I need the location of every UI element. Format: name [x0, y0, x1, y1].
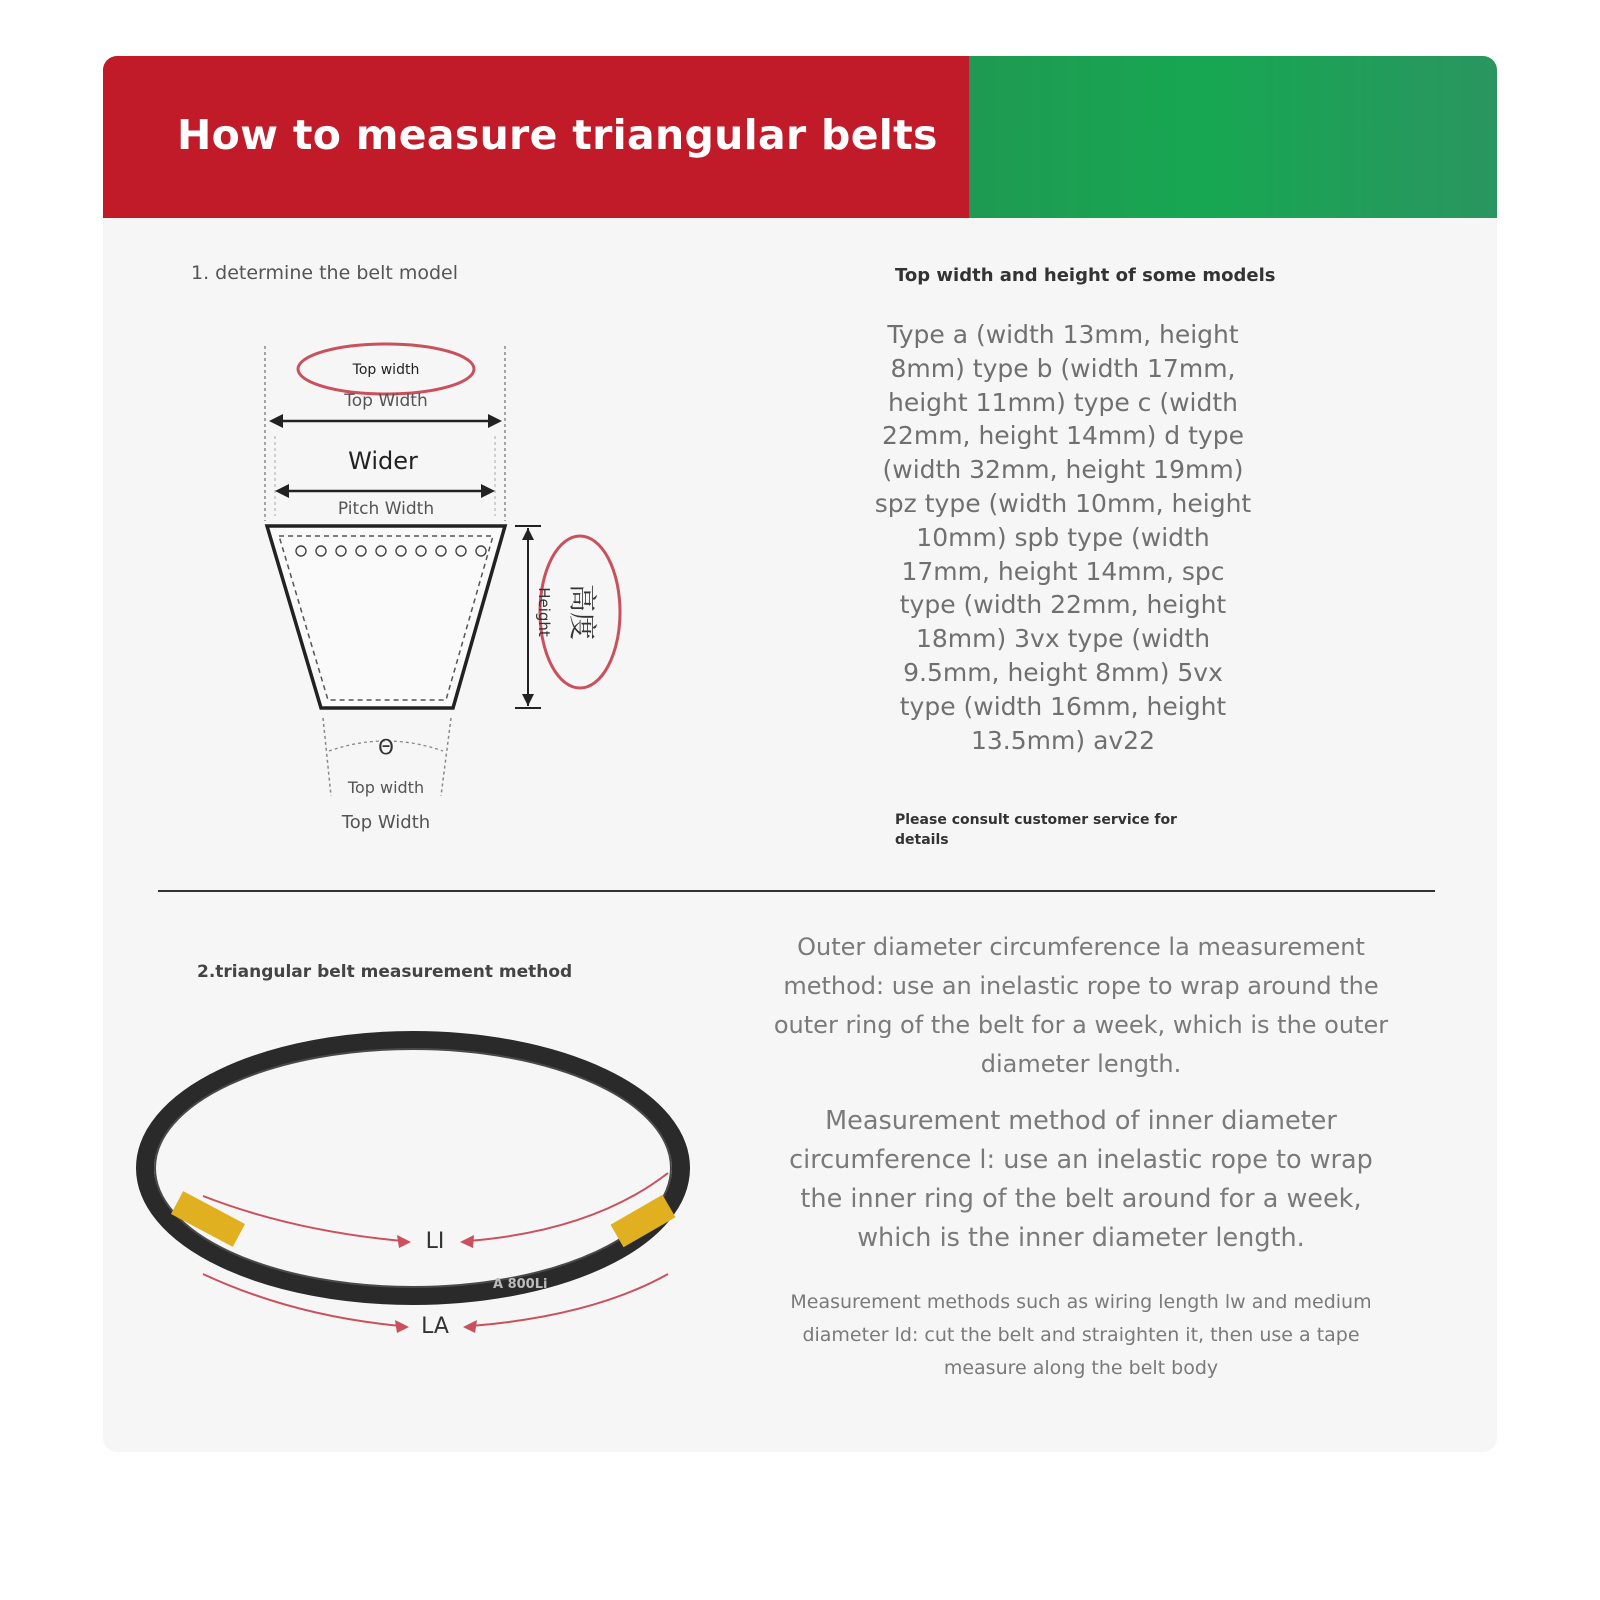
title-banner [103, 56, 1497, 218]
page-title: How to measure triangular belts [177, 111, 938, 159]
bottom-small-label: Top width [347, 778, 425, 797]
wider-label: Wider [348, 447, 418, 475]
height-cn-label: 高度 [566, 583, 599, 641]
pitch-width-label: Pitch Width [337, 499, 435, 519]
li-label: LI [425, 1229, 445, 1254]
other-methods-text: Measurement methods such as wiring length lw and medium diameter ld: cut the belt and straighten it, then use a tape measure along the belt body [790, 1291, 1372, 1379]
outer-method-text: Outer diameter circumference la measurement method: use an inelastic rope to wrap around the outer ring of the belt for a week, which is the outer diameter length. [773, 933, 1389, 1078]
banner-red-panel [103, 56, 969, 218]
la-label: LA [421, 1314, 449, 1339]
consult-note: Please consult customer service for details [895, 812, 1177, 848]
angle-symbol: Θ [378, 735, 394, 759]
top-width-oval-label: Top width [352, 362, 420, 378]
section-divider [158, 890, 1435, 892]
belt-print-text: A 800Li [493, 1277, 548, 1292]
belt-cross-section-diagram [243, 326, 643, 846]
bottom-top-width-label: Top Width [341, 812, 431, 833]
section1-heading: 1. determine the belt model [191, 262, 458, 284]
banner-green-panel [969, 56, 1497, 218]
inner-method-text: Measurement method of inner diameter circumference l: use an inelastic rope to wrap the inner ring of the belt around for a week, which is the inner diameter length. [789, 1106, 1373, 1253]
top-width-label: Top Width [344, 391, 428, 411]
models-heading: Top width and height of some models [895, 265, 1276, 286]
height-label: Height [535, 587, 553, 637]
section2-heading: 2.triangular belt measurement method [197, 962, 573, 982]
measurement-card [103, 56, 1497, 1452]
belt-ring-illustration [133, 1026, 713, 1366]
models-spec-text: Type a (width 13mm, height 8mm) type b (width 17mm, height 11mm) type c (width 22mm, height 14mm) d type (width 32mm, height 19mm) spz type (width 10mm, height 10mm) spb type (width 17mm, height 14mm, spc type (width 22mm, height 18mm) 3vx type (width 9.5mm, height 8mm) 5vx type (width 16mm, height 13.5mm) av22 [874, 320, 1252, 755]
belt-ring [145, 1040, 681, 1296]
